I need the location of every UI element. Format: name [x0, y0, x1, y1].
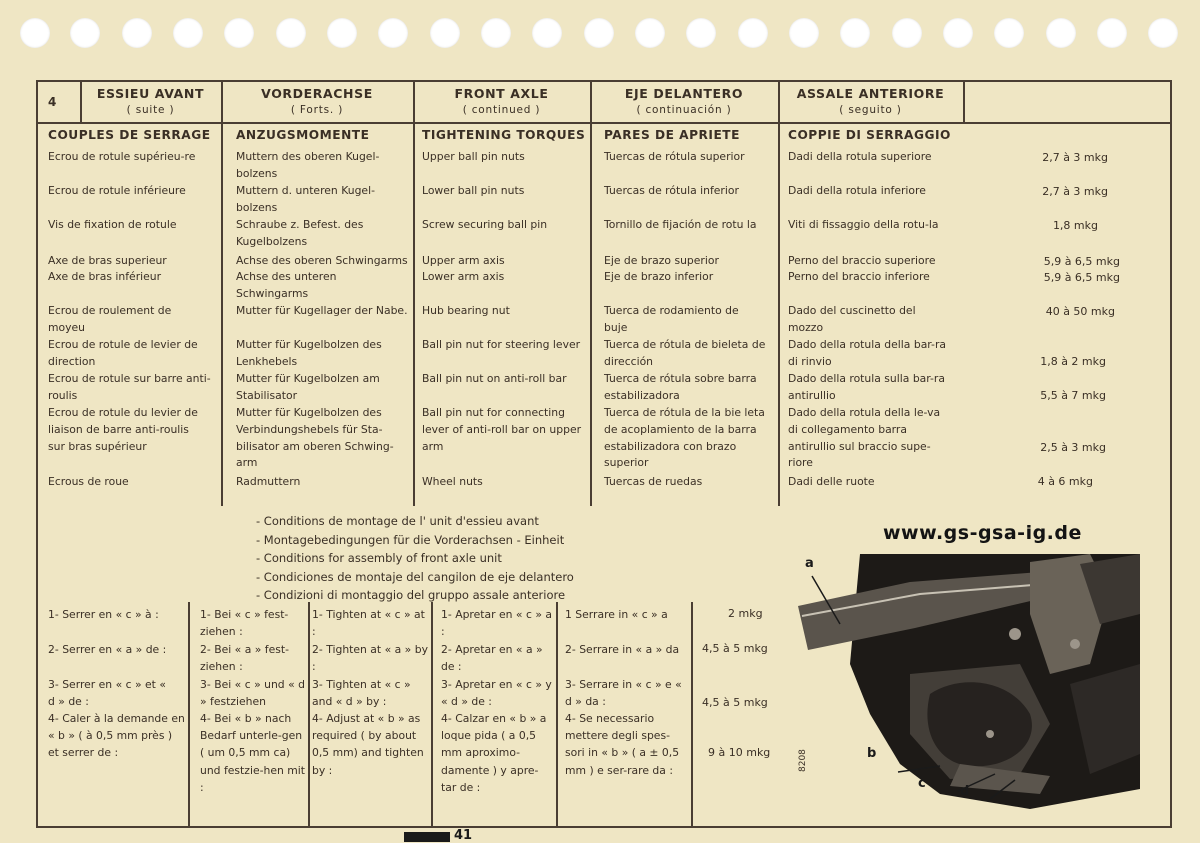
row-es-9: Tuercas de ruedas	[604, 475, 703, 488]
binder-hole	[584, 18, 614, 48]
row-fr-4: Axe de bras inférieur	[48, 270, 162, 283]
torque-value: 1,8 mkg	[1052, 219, 1098, 232]
step-en-3: 3- Tighten at « c » and « d » by :	[312, 678, 411, 709]
row-de-2: Schraube z. Befest. des Kugelbolzens	[236, 218, 364, 248]
header-de	[221, 84, 413, 124]
row-es-3: Eje de brazo superior	[604, 254, 719, 267]
row-es-4: Eje de brazo inferior	[604, 270, 714, 283]
row-fr-2: Vis de fixation de rotule	[48, 218, 177, 231]
column-divider	[778, 82, 780, 506]
torque-value: 2,5 à 3 mkg	[1040, 441, 1106, 454]
watermark-url: www.gs-gsa-ig.de	[883, 522, 1082, 544]
step-fr-4: 4- Caler à la demande en « b » ( à 0,5 mm près ) et serrer de :	[48, 712, 185, 760]
step-value: 4,5 à 5 mkg	[702, 642, 768, 655]
page-marker	[404, 832, 450, 842]
header-title: EJE DELANTERO	[624, 86, 744, 101]
column-divider	[431, 602, 433, 828]
step-it-3: 3- Serrare in « c » e « d » da :	[565, 678, 682, 709]
condition-line: - Montagebedingungen für die Vorderachsen - Einheit	[256, 532, 565, 547]
header-subtitle: ( continuación )	[636, 104, 732, 116]
photo-label-c: c	[918, 776, 926, 791]
header-subtitle: ( seguito )	[839, 104, 902, 116]
binder-hole	[1046, 18, 1076, 48]
row-de-9: Radmuttern	[236, 475, 301, 488]
binder-holes	[0, 18, 1200, 54]
row-en-2: Screw securing ball pin	[422, 218, 548, 231]
row-it-1: Dadi della rotula inferiore	[788, 184, 926, 197]
binder-hole	[70, 18, 100, 48]
row-it-6: Dado della rotula della bar-ra di rinvio	[788, 338, 947, 368]
row-it-7: Dado della rotula sulla bar-ra antirullio	[788, 372, 945, 402]
step-es-2: 2- Apretar en « a » de :	[441, 643, 543, 674]
step-es-1: 1- Apretar en « c » a :	[441, 608, 552, 639]
torque-value: 5,9 à 6,5 mkg	[1043, 255, 1120, 268]
binder-hole	[686, 18, 716, 48]
row-it-0: Dadi della rotula superiore	[788, 150, 932, 163]
section-title: COPPIE DI SERRAGGIO	[788, 128, 951, 142]
section-title: TIGHTENING TORQUES	[422, 128, 586, 142]
row-de-0: Muttern des oberen Kugel-bolzens	[236, 150, 380, 180]
step-fr-3: 3- Serrer en « c » et « d » de :	[48, 678, 166, 709]
column-divider	[221, 82, 223, 506]
binder-hole	[738, 18, 768, 48]
row-fr-6: Ecrou de rotule de levier de direction	[48, 338, 198, 368]
step-en-2: 2- Tighten at « a » by :	[312, 643, 428, 674]
binder-hole	[789, 18, 819, 48]
step-it-4: 4- Se necessario mettere degli spes-sori in « b » ( a ± 0,5 mm ) e ser-rare da :	[565, 712, 680, 777]
torque-value: 40 à 50 mkg	[1045, 305, 1115, 318]
torque-value: 2,7 à 3 mkg	[1042, 151, 1108, 164]
binder-hole	[378, 18, 408, 48]
binder-hole	[892, 18, 922, 48]
header-title: FRONT AXLE	[454, 86, 549, 101]
row-de-3: Achse des oberen Schwingarms	[236, 254, 408, 267]
column-divider	[590, 82, 592, 506]
row-de-8: Mutter für Kugelbolzen des Verbindungshebels für Sta-bilisator am oberen Schwing-arm	[236, 406, 394, 470]
step-value: 9 à 10 mkg	[708, 746, 771, 759]
section-number: 4	[48, 95, 57, 109]
row-es-6: Tuerca de rótula de bieleta de dirección	[604, 338, 766, 368]
row-es-8: Tuerca de rótula de la bie leta de acoplamiento de la barra estabilizadora con brazo superior	[604, 406, 765, 470]
torque-value: 5,9 à 6,5 mkg	[1043, 271, 1120, 284]
binder-hole	[994, 18, 1024, 48]
header-title: VORDERACHSE	[261, 86, 373, 101]
photo-label-a: a	[805, 556, 814, 571]
binder-hole	[276, 18, 306, 48]
photo-code: 8208	[798, 749, 808, 772]
row-es-2: Tornillo de fijación de rotu la	[604, 218, 757, 231]
row-de-7: Mutter für Kugelbolzen am Stabilisator	[236, 372, 380, 402]
column-divider	[963, 82, 965, 122]
binder-hole	[943, 18, 973, 48]
row-es-0: Tuercas de rótula superior	[604, 150, 745, 163]
step-fr-2: 2- Serrer en « a » de :	[48, 643, 167, 656]
section-title: ANZUGSMOMENTE	[236, 128, 370, 142]
column-divider	[691, 602, 693, 828]
binder-hole	[430, 18, 460, 48]
binder-hole	[635, 18, 665, 48]
column-fr	[48, 127, 218, 488]
row-fr-5: Ecrou de roulement de moyeu	[48, 304, 172, 334]
column-en	[422, 127, 587, 488]
torque-value: 2,7 à 3 mkg	[1042, 185, 1108, 198]
header-en	[413, 84, 590, 124]
row-it-2: Viti di fissaggio della rotu-la	[788, 218, 939, 231]
binder-hole	[327, 18, 357, 48]
binder-hole	[224, 18, 254, 48]
row-de-6: Mutter für Kugelbolzen des Lenkhebels	[236, 338, 382, 368]
row-fr-1: Ecrou de rotule inférieure	[48, 184, 186, 197]
binder-hole	[840, 18, 870, 48]
binder-hole	[1097, 18, 1127, 48]
column-divider	[188, 602, 190, 828]
step-de-4: 4- Bei « b » nach Bedarf unterle-gen ( um 0,5 mm ca) und festzie-hen mit :	[200, 712, 305, 794]
header-subtitle: ( Forts. )	[290, 104, 344, 116]
photo-label-d: d	[960, 784, 970, 799]
column-divider	[308, 602, 310, 828]
binder-hole	[122, 18, 152, 48]
row-it-9: Dadi delle ruote	[788, 475, 875, 488]
condition-line: - Conditions de montage de l' unit d'essieu avant	[256, 514, 539, 528]
row-it-3: Perno del braccio superiore	[788, 254, 936, 267]
binder-hole	[481, 18, 511, 48]
step-fr-1: 1- Serrer en « c » à :	[48, 608, 159, 621]
front-axle-photo	[790, 554, 1170, 819]
condition-line: - Conditions for assembly of front axle unit	[256, 551, 502, 565]
condition-line: - Condiciones de montaje del cangilon de eje delantero	[256, 569, 574, 584]
row-es-5: Tuerca de rodamiento de buje	[604, 304, 739, 334]
column-it	[788, 127, 963, 488]
row-it-5: Dado del cuscinetto del mozzo	[788, 304, 916, 334]
step-it-2: 2- Serrare in « a » da	[565, 643, 680, 656]
row-en-9: Wheel nuts	[422, 475, 483, 488]
condition-line: - Condizioni di montaggio del gruppo assale anteriore	[256, 588, 566, 602]
binder-hole	[173, 18, 203, 48]
step-es-3: 3- Apretar en « c » y « d » de :	[441, 678, 552, 709]
column-divider	[556, 602, 558, 828]
photo-label-b: b	[867, 746, 877, 761]
row-de-5: Mutter für Kugellager der Nabe.	[236, 304, 408, 317]
binder-hole	[20, 18, 50, 48]
column-de	[236, 127, 414, 488]
row-fr-0: Ecrou de rotule supérieu-re	[48, 150, 196, 163]
header-title: ASSALE ANTERIORE	[796, 86, 945, 101]
column-es	[604, 127, 776, 488]
row-en-6: Ball pin nut for steering lever	[422, 338, 581, 351]
header-fr	[80, 84, 221, 124]
row-it-4: Perno del braccio inferiore	[788, 270, 930, 283]
section-title: PARES DE APRIETE	[604, 128, 740, 142]
row-it-8: Dado della rotula della le-va di collegamento barra antirullio sul braccio supe-riore	[788, 406, 941, 470]
row-es-7: Tuerca de rótula sobre barra estabilizadora	[604, 372, 757, 402]
step-es-4: 4- Calzar en « b » a loque pida ( a 0,5 mm aproximo-damente ) y apre-tar de :	[441, 712, 547, 794]
binder-hole	[532, 18, 562, 48]
header-es	[590, 84, 778, 124]
step-it-1: 1 Serrare in « c » a	[565, 608, 668, 621]
page-number: 41	[454, 828, 473, 843]
binder-hole	[1148, 18, 1178, 48]
torque-value: 1,8 à 2 mkg	[1040, 355, 1106, 368]
step-en-1: 1- Tighten at « c » at :	[312, 608, 425, 639]
header-subtitle: ( continued )	[462, 104, 541, 116]
section-title: COUPLES DE SERRAGE	[48, 128, 211, 142]
row-en-1: Lower ball pin nuts	[422, 184, 525, 197]
step-value: 4,5 à 5 mkg	[702, 696, 768, 709]
header-title: ESSIEU AVANT	[96, 86, 205, 101]
step-de-3: 3- Bei « c » und « d » festziehen	[200, 678, 305, 709]
torque-value: 4 à 6 mkg	[1037, 475, 1093, 488]
row-fr-9: Ecrous de roue	[48, 475, 129, 488]
row-en-5: Hub bearing nut	[422, 304, 510, 317]
assembly-conditions	[256, 512, 574, 605]
step-de-2: 2- Bei « a » fest-ziehen :	[200, 643, 290, 674]
row-en-7: Ball pin nut on anti-roll bar	[422, 372, 567, 385]
row-en-4: Lower arm axis	[422, 270, 505, 283]
row-en-0: Upper ball pin nuts	[422, 150, 525, 163]
row-en-8: Ball pin nut for connecting lever of anti-roll bar on upper arm	[422, 406, 582, 453]
row-es-1: Tuercas de rótula inferior	[604, 184, 739, 197]
header-it	[778, 84, 963, 124]
row-de-4: Achse des unteren Schwingarms	[236, 270, 337, 300]
row-en-3: Upper arm axis	[422, 254, 505, 267]
row-de-1: Muttern d. unteren Kugel-bolzens	[236, 184, 375, 214]
torque-value: 5,5 à 7 mkg	[1040, 389, 1106, 402]
step-de-1: 1- Bei « c » fest-ziehen :	[200, 608, 289, 639]
spec-table	[36, 80, 1172, 828]
step-en-4: 4- Adjust at « b » as required ( by about 0,5 mm) and tighten by :	[312, 712, 424, 777]
step-value: 2 mkg	[728, 607, 763, 620]
row-fr-3: Axe de bras superieur	[48, 254, 167, 267]
row-fr-7: Ecrou de rotule sur barre anti-roulis	[48, 372, 211, 402]
header-subtitle: ( suite )	[126, 104, 175, 116]
row-fr-8: Ecrou de rotule du levier de liaison de barre anti-roulis sur bras supérieur	[48, 406, 198, 453]
